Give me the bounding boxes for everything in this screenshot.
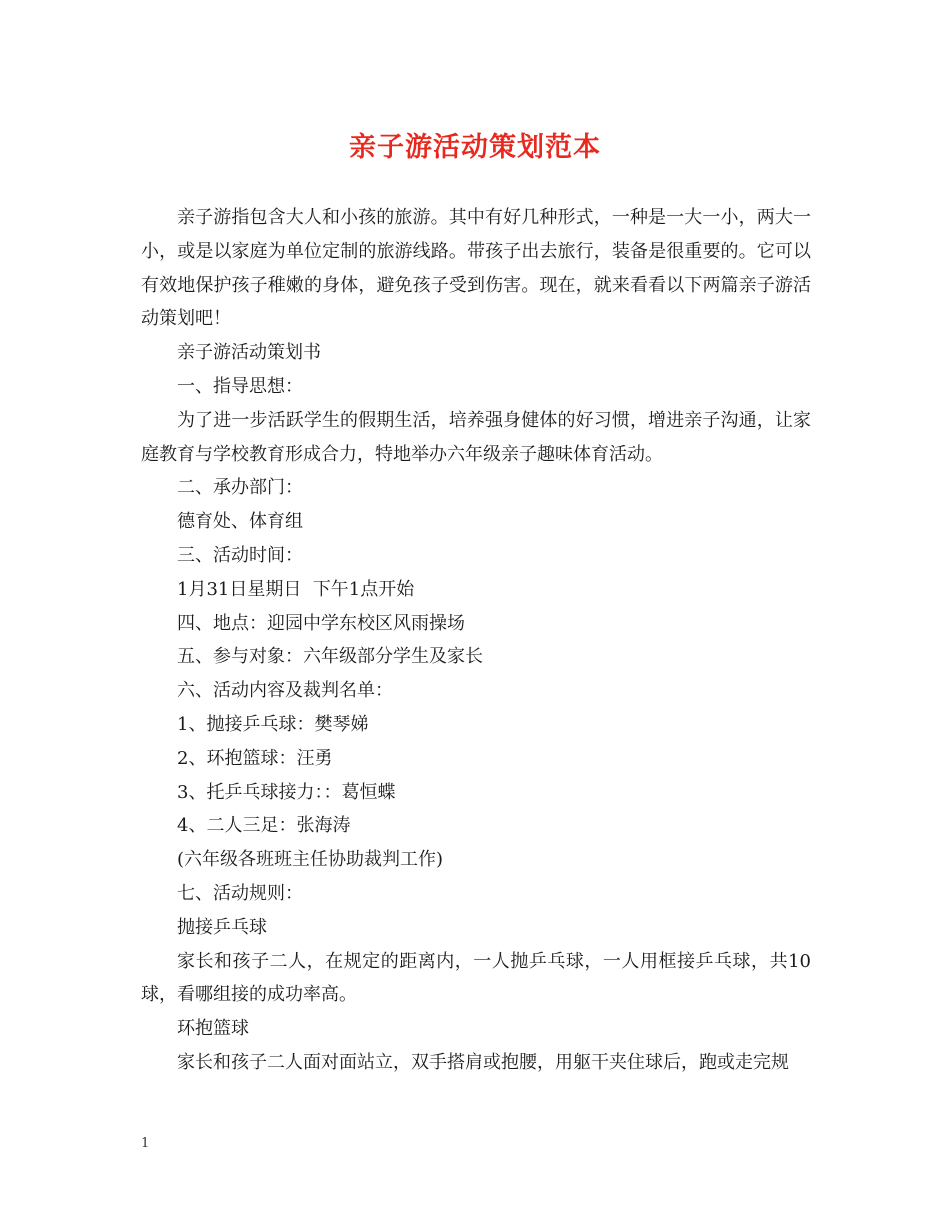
paragraph: 德育处、体育组 — [177, 511, 303, 533]
paragraph: 亲子游指包含大人和小孩的旅游。其中有好几种形式，一种是一大一小，两大一小，或是以家庭为单位定制的旅游线路。带孩子出去旅行，装备是很重要的。它可以有效地保护孩子稚嫩的身体，避免孩子受到伤害。现在，就来看看以下两篇亲子游活动策划吧！ — [141, 207, 811, 330]
paragraph: 七、活动规则： — [177, 882, 303, 904]
paragraph: 三、活动时间： — [177, 544, 303, 566]
paragraph: 1月31日星期日 下午1点开始 — [177, 578, 415, 600]
paragraph: 五、参与对象：六年级部分学生及家长 — [177, 646, 483, 668]
paragraph: 家长和孩子二人面对面站立，双手搭肩或抱腰，用躯干夹住球后，跑或走完规 — [177, 1051, 789, 1073]
paragraph: 环抱篮球 — [177, 1018, 249, 1040]
paragraph: 亲子游活动策划书 — [177, 342, 321, 364]
document-title: 亲子游活动策划范本 — [349, 132, 601, 163]
paragraph: 2、环抱篮球：汪勇 — [177, 747, 333, 769]
paragraph: 六、活动内容及裁判名单： — [177, 680, 393, 702]
paragraph: 四、地点：迎园中学东校区风雨操场 — [177, 612, 465, 634]
paragraph: 一、指导思想： — [177, 375, 303, 397]
paragraph: 抛接乒乓球 — [177, 916, 267, 938]
page-number: 1 — [141, 1136, 150, 1151]
paragraph: 家长和孩子二人，在规定的距离内，一人抛乒乓球，一人用框接乒乓球，共10球，看哪组接的成功率高。 — [141, 950, 811, 1006]
paragraph: 二、承办部门： — [177, 477, 303, 499]
paragraph: (六年级各班班主任协助裁判工作) — [177, 849, 444, 871]
paragraph: 为了进一步活跃学生的假期生活，培养强身健体的好习惯，增进亲子沟通，让家庭教育与学校教育形成合力，特地举办六年级亲子趣味体育活动。 — [141, 409, 811, 465]
paragraph: 1、抛接乒乓球：樊琴娣 — [177, 713, 369, 735]
paragraph: 4、二人三足：张海涛 — [177, 815, 351, 837]
paragraph: 3、托乒乓球接力：：葛恒蝶 — [177, 781, 396, 803]
document-body — [141, 201, 811, 1080]
